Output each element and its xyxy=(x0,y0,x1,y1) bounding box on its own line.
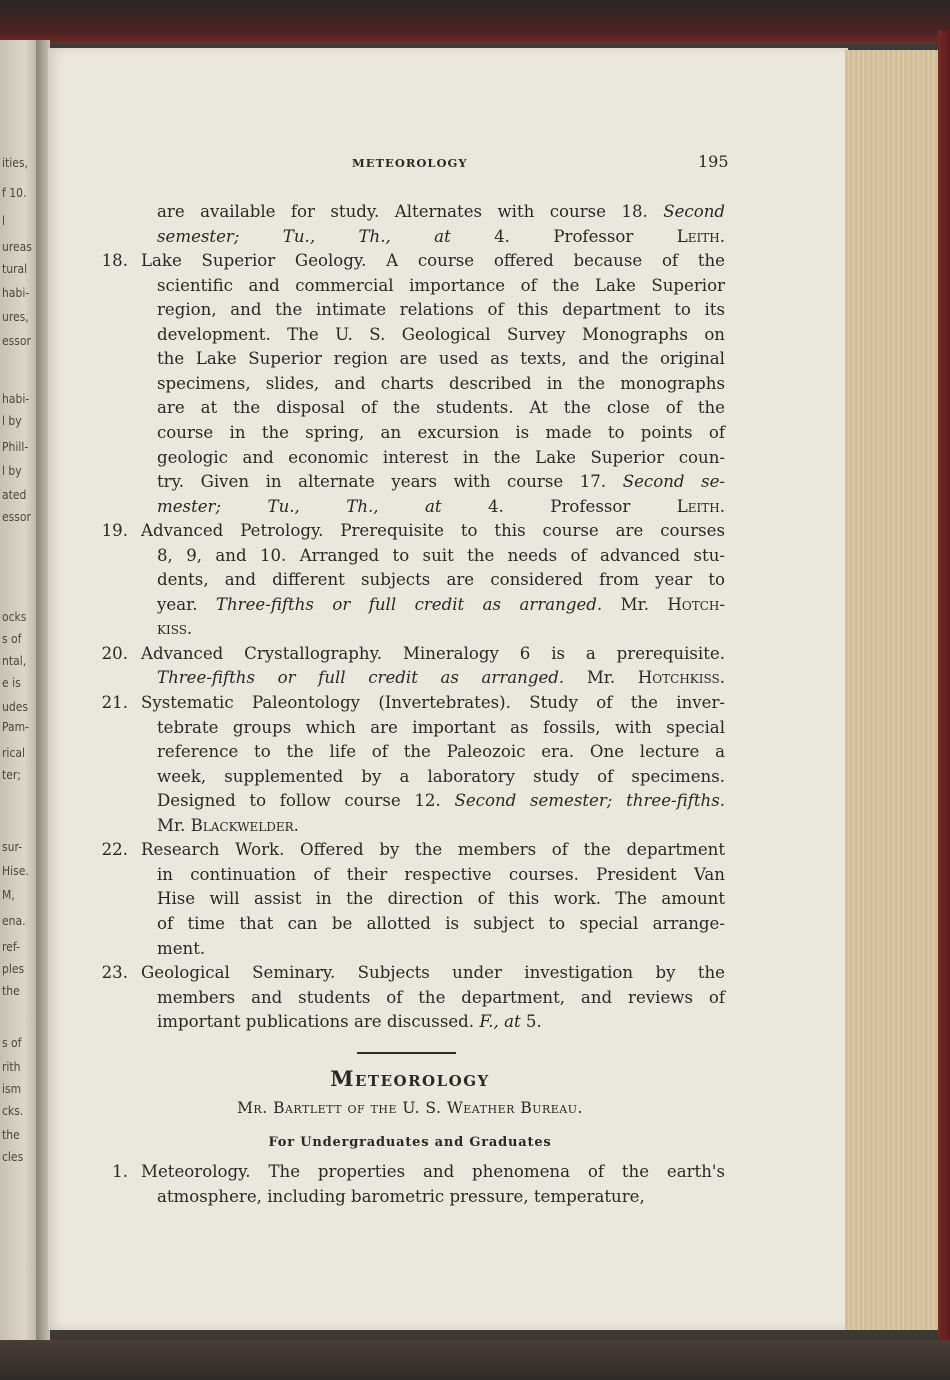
instructor-name: Leith. xyxy=(676,496,725,516)
text-line xyxy=(157,593,725,617)
text-line xyxy=(141,1160,725,1184)
line-text: 5. xyxy=(520,1012,542,1032)
text-line xyxy=(157,986,725,1010)
margin-fragment: Phill- xyxy=(2,440,29,454)
section-instructor: Mr. Bartlett of the U. S. Weather Bureau. xyxy=(237,1099,583,1117)
text-line xyxy=(157,274,725,298)
italic-text: mester; Tu., Th., at xyxy=(157,496,489,516)
instructor-name: Leith. xyxy=(676,226,725,246)
line-text: week, supplemented by a laboratory study of specimens. xyxy=(157,766,725,786)
text-line xyxy=(157,323,725,347)
margin-fragment: tural xyxy=(2,262,28,276)
text-line xyxy=(157,495,725,519)
margin-fragment: essor xyxy=(2,510,31,524)
course-number: 19. xyxy=(101,521,128,541)
line-text: course in the spring, an excursion is made to points of xyxy=(157,422,725,442)
text-line xyxy=(157,200,725,224)
margin-fragment: ism xyxy=(2,1082,22,1096)
line-text: Research Work. Offered by the members of the department xyxy=(141,840,725,860)
margin-fragment: ated xyxy=(2,488,27,502)
text-line xyxy=(141,838,725,862)
margin-fragment: the xyxy=(2,984,20,998)
line-text: tebrate groups which are important as fossils, with special xyxy=(157,717,725,737)
line-text: reference to the life of the Paleozoic era. One lecture a xyxy=(157,742,725,762)
line-text: Advanced Petrology. Prerequisite to this course are courses xyxy=(141,521,725,541)
line-text: Hise will assist in the direction of this work. The amount xyxy=(157,889,725,909)
text-line xyxy=(157,863,725,887)
running-head xyxy=(0,154,950,174)
margin-fragment: s of xyxy=(2,1036,22,1050)
line-text: are available for study. Alternates with course 18. xyxy=(157,202,664,221)
margin-fragment: s of xyxy=(2,632,22,646)
book-cover-right xyxy=(938,30,950,1350)
line-text: Designed to follow course 12. xyxy=(157,791,455,811)
margin-fragment: habi- xyxy=(2,392,30,406)
line-text: scientific and commercial importance of the Lake Superior xyxy=(157,275,725,295)
margin-fragment: l xyxy=(2,214,5,228)
line-text: Meteorology. The properties and phenomena of the earth's xyxy=(141,1162,725,1181)
text-line xyxy=(157,544,725,568)
page-block-edges xyxy=(845,50,938,1330)
line-text: Mr. xyxy=(157,815,191,835)
text-line xyxy=(157,470,725,494)
line-text: development. The U. S. Geological Survey Monographs on xyxy=(157,324,725,344)
margin-fragment: l by xyxy=(2,464,22,478)
line-text: important publications are discussed. xyxy=(157,1012,480,1032)
margin-fragment: sur- xyxy=(2,840,23,854)
section-subheading: For Undergraduates and Graduates xyxy=(268,1135,552,1150)
book-cover-top xyxy=(0,0,950,44)
text-line xyxy=(157,298,725,322)
book-cover-bottom xyxy=(0,1340,950,1380)
text-line xyxy=(157,396,725,420)
margin-fragment: Pam- xyxy=(2,720,29,734)
line-text: ment. xyxy=(157,938,206,958)
text-line xyxy=(157,765,725,789)
text-line xyxy=(157,789,725,813)
text-line xyxy=(157,617,192,641)
text-line xyxy=(157,666,725,690)
line-text: specimens, slides, and charts described in the monographs xyxy=(157,373,725,393)
italic-text: Three-fifths or full credit as arranged. xyxy=(215,594,603,614)
line-text: 4. Professor xyxy=(494,226,677,246)
course-number: 1. xyxy=(112,1162,128,1181)
text-line xyxy=(157,568,725,592)
line-text: geologic and economic interest in the Lake Superior coun- xyxy=(157,447,725,467)
line-text: in continuation of their respective courses. President Van xyxy=(157,864,725,884)
line-text: Advanced Crystallography. Mineralogy 6 is a prerequisite. xyxy=(141,643,725,663)
margin-fragment: ena. xyxy=(2,914,26,928)
line-text: Mr. xyxy=(602,594,668,614)
section-title: Meteorology xyxy=(330,1066,490,1091)
text-line xyxy=(157,225,725,249)
italic-text: F., at xyxy=(479,1012,521,1032)
margin-fragment: ter; xyxy=(2,768,21,782)
margin-fragment: ntal, xyxy=(2,654,27,668)
course-number: 18. xyxy=(101,251,128,271)
margin-fragment: the xyxy=(2,1128,20,1142)
line-text: dents, and different subjects are considered from year to xyxy=(157,570,725,590)
instructor-name: Blackwelder. xyxy=(190,815,299,835)
line-text: region, and the intimate relations of this department to its xyxy=(157,300,725,320)
margin-fragment: f 10. xyxy=(2,186,27,200)
margin-fragment: l by xyxy=(2,414,22,428)
line-text: 8, 9, and 10. Arranged to suit the needs of advanced stu- xyxy=(157,545,725,565)
margin-fragment: ities, xyxy=(2,156,28,170)
text-line xyxy=(157,347,725,371)
margin-fragment: e is xyxy=(2,676,21,690)
instructor-name: kiss. xyxy=(157,619,193,639)
italic-text: Three-fifths or full credit as arranged. xyxy=(157,668,565,688)
text-line xyxy=(157,446,725,470)
line-text: 4. Professor xyxy=(488,496,677,516)
text-line xyxy=(157,421,725,445)
text-line xyxy=(157,716,725,740)
line-text: members and students of the department, and reviews of xyxy=(157,987,725,1007)
text-line xyxy=(157,937,205,961)
line-text: Systematic Paleontology (Invertebrates). Study of the inver- xyxy=(141,693,725,712)
margin-fragment: cks. xyxy=(2,1104,24,1118)
margin-fragment: essor xyxy=(2,334,31,348)
text-line xyxy=(157,1185,645,1209)
line-text: of time that can be allotted is subject to special arrange- xyxy=(157,913,725,933)
margin-fragment: cles xyxy=(2,1150,24,1164)
text-line xyxy=(141,249,725,273)
text-line xyxy=(157,887,725,911)
text-line xyxy=(157,912,725,936)
line-text: Mr. xyxy=(564,668,638,688)
line-text: try. Given in alternate years with course 17. xyxy=(157,472,623,492)
line-text: year. xyxy=(157,594,216,614)
margin-fragment: ures, xyxy=(2,310,29,324)
line-text: Lake Superior Geology. A course offered because of the xyxy=(141,251,725,271)
course-number: 23. xyxy=(101,963,128,983)
course-number: 22. xyxy=(101,840,128,860)
line-text: atmosphere, including barometric pressure, temperature, xyxy=(157,1186,645,1206)
line-text: the Lake Superior region are used as texts, and the original xyxy=(157,349,725,369)
page-number: 195 xyxy=(698,152,729,171)
line-text: are at the disposal of the students. At the close of the xyxy=(157,398,725,418)
italic-text: semester; Tu., Th., at xyxy=(157,226,495,246)
instructor-name: Hotchkiss. xyxy=(637,668,725,688)
margin-fragment: udes xyxy=(2,700,28,714)
line-text: Geological Seminary. Subjects under investigation by the xyxy=(141,963,725,983)
margin-fragment: ples xyxy=(2,962,25,976)
margin-fragment: M, xyxy=(2,888,15,902)
text-line xyxy=(157,740,725,764)
instructor-name: Hotch- xyxy=(667,594,725,614)
course-number: 20. xyxy=(101,643,128,663)
italic-text: Second semester; three-fifths. xyxy=(454,791,725,811)
margin-fragment: ref- xyxy=(2,940,20,954)
text-line xyxy=(157,1010,542,1034)
text-line xyxy=(141,642,725,666)
margin-fragment: ureas xyxy=(2,240,32,254)
margin-fragment: rith xyxy=(2,1060,21,1074)
text-line xyxy=(157,814,299,838)
text-line xyxy=(141,519,725,543)
text-line xyxy=(157,372,725,396)
margin-fragment: Hise. xyxy=(2,864,29,878)
margin-fragment: habi- xyxy=(2,286,30,300)
running-head-title: METEOROLOGY xyxy=(352,156,468,170)
course-number: 21. xyxy=(101,693,128,712)
section-rule xyxy=(357,1052,456,1054)
margin-fragment: ocks xyxy=(2,610,27,624)
italic-text: Second se- xyxy=(622,472,726,492)
text-line xyxy=(141,691,725,715)
margin-fragment: rical xyxy=(2,746,25,760)
text-line xyxy=(141,961,725,985)
italic-text: Second xyxy=(663,202,725,221)
